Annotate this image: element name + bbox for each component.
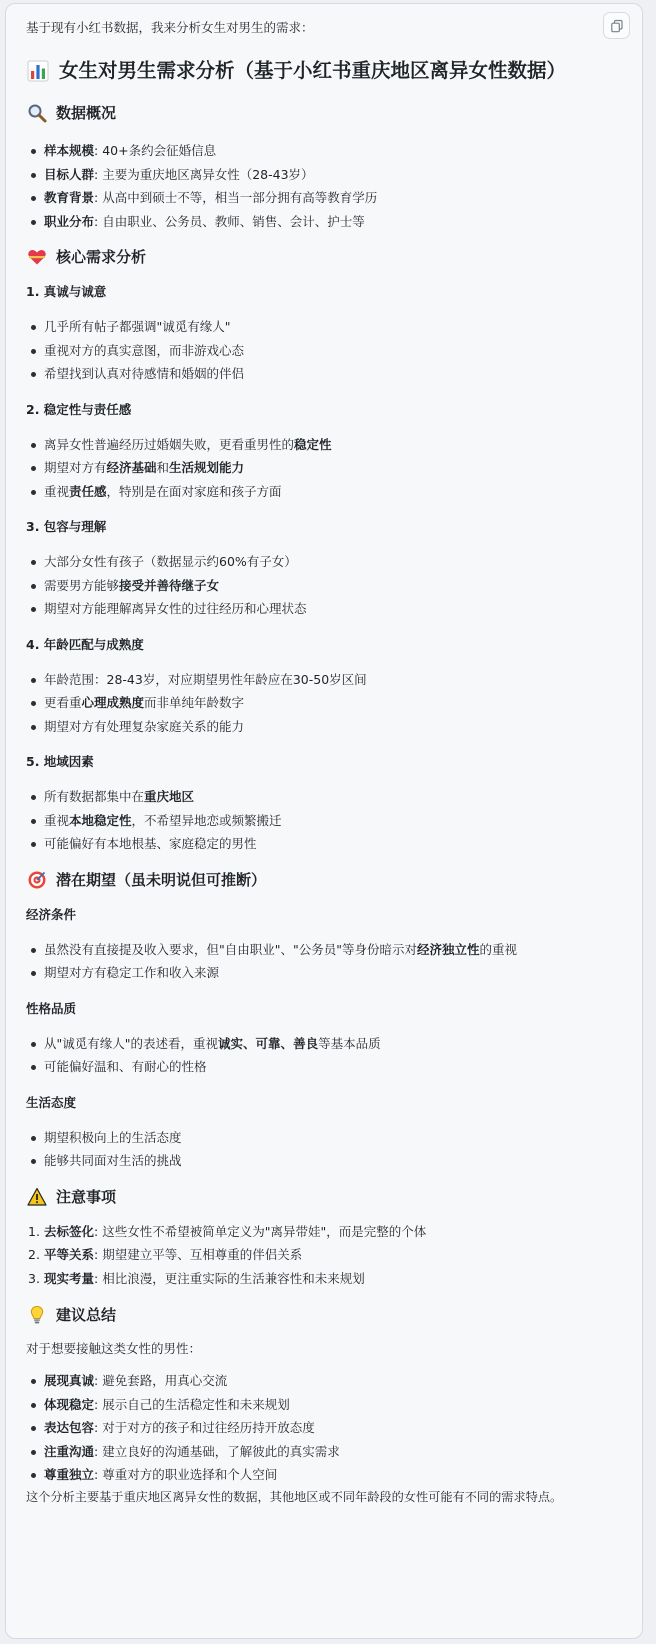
item-label: 表达包容 [44,1420,95,1435]
text: 所有数据都集中在 [44,789,145,804]
item-number: 3. [28,1270,40,1286]
title-text: 女生对男生需求分析（基于小红书重庆地区离异女性数据） [59,59,567,82]
heart-icon [26,246,48,268]
item-text: : 避免套路，用真心交流 [94,1373,228,1388]
sec5-list [26,785,622,856]
list-item: 大部分女性有孩子（数据显示约60%有子女） [26,550,622,574]
summary-heading [26,1304,622,1326]
list-item: 可能偏好有本地根基、家庭稳定的男性 [26,832,622,856]
text: 和 [156,460,170,475]
closing-note: 这个分析主要基于重庆地区离异女性的数据，其他地区或不同年龄段的女性可能有不同的需求特点。 [26,1489,563,1504]
bold-text: 本地稳定性 [69,812,132,828]
text: 期望对方有 [44,460,107,475]
item-text: : 建立良好的沟通基础，了解彼此的真实需求 [94,1443,340,1459]
notes-list [26,1220,622,1291]
item-text: : 40+条约会征婚信息 [94,143,217,158]
list-item: 几乎所有帖子都强调"诚觅有缘人" [26,315,622,339]
latent-heading [26,869,622,891]
list-item: 期望对方有处理复杂家庭关系的能力 [26,715,622,739]
bold-text: 重庆地区 [144,789,195,804]
section-title: 5. 地域因素 [26,754,94,769]
sec1-list [26,315,622,386]
core-heading [26,246,622,268]
list-item [26,1220,622,1244]
subsection-title: 性格品质 [26,1000,77,1016]
list-item [26,1440,622,1464]
text: 更看重 [44,695,82,710]
page-title [26,57,622,85]
list-item [26,1416,622,1440]
item-label: 尊重独立 [44,1467,95,1482]
message-card [5,3,643,1639]
list-item: 年龄范围：28-43岁，对应期望男性年龄应在30-50岁区间 [26,668,622,692]
character-list [26,1032,622,1079]
section-title: 1. 真诚与诚意 [26,284,107,299]
item-label: 教育背景 [44,190,95,205]
bold-text: 可靠 [255,1035,281,1051]
list-item: 期望对方有稳定工作和收入来源 [26,961,622,985]
list-item: 可能偏好温和、有耐心的性格 [26,1055,622,1079]
attitude-list [26,1126,622,1173]
item-label: 注重沟通 [44,1443,95,1459]
section-title: 4. 年龄匹配与成熟度 [26,636,144,652]
intro-text: 基于现有小红书数据，我来分析女生对男生的需求： [26,20,314,35]
item-label: 体现稳定 [44,1396,95,1412]
text: 离异女性普遍经历过婚姻失败，更看重男性的 [44,436,295,452]
text: ，特别是在面对家庭和孩子方面 [106,483,282,499]
latent-heading-text: 潜在期望（虽未明说但可推断） [56,870,267,889]
notes-heading-text: 注意事项 [56,1187,117,1206]
item-text: : 期望建立平等、互相尊重的伴侣关系 [94,1247,303,1262]
notes-heading [26,1186,622,1208]
text: 虽然没有直接提及收入要求，但"自由职业"、"公务员"等身份暗示对 [44,941,417,957]
item-label: 样本规模 [44,143,95,158]
list-item [26,1267,622,1291]
text: ，不希望异地恋或频繁搬迁 [131,812,282,828]
list-item [26,1032,622,1056]
bold-text: 心理成熟度 [81,695,145,710]
list-item: 重视对方的真实意图，而非游戏心态 [26,339,622,363]
overview-heading-text: 数据概况 [56,104,117,122]
item-label: 去标签化 [44,1223,95,1239]
copy-button[interactable] [603,12,630,39]
list-item: 期望积极向上的生活态度 [26,1126,622,1150]
summary-lead: 对于想要接触这类女性的男性： [26,1341,202,1356]
item-label: 现实考量 [44,1270,95,1286]
item-text: : 尊重对方的职业选择和个人空间 [94,1467,278,1482]
bold-text: 接受并善待继子女 [119,577,220,593]
bold-text: 诚实 [218,1035,244,1051]
lightbulb-icon [26,1304,48,1326]
item-text: : 自由职业、公务员、教师、销售、会计、护士等 [94,213,365,229]
list-item [26,163,622,187]
list-item [26,456,622,480]
list-item [26,433,622,457]
item-label: 展现真诚 [44,1373,95,1388]
item-text: : 这些女性不希望被简单定义为"离异带娃"，而是完整的个体 [94,1223,427,1239]
list-item [26,809,622,833]
section-title: 2. 稳定性与责任感 [26,401,132,417]
text: 的重视 [479,941,518,957]
text: 等基本品质 [318,1035,381,1051]
list-item [26,785,622,809]
bold-text: 经济独立性 [417,941,480,957]
copy-icon [610,19,624,33]
bold-text: 善良 [293,1035,319,1051]
item-number: 2. [28,1247,40,1262]
list-item [26,1393,622,1417]
subsection-title: 经济条件 [26,906,77,922]
text: 而非单纯年龄数字 [144,695,245,710]
item-label: 职业分布 [44,213,95,229]
text: 重视 [44,483,70,499]
bold-text: 责任感 [69,483,107,499]
text: 重视 [44,812,70,828]
list-item [26,691,622,715]
list-item [26,139,622,163]
list-item: 能够共同面对生活的挑战 [26,1149,622,1173]
list-item [26,210,622,234]
bold-text: 经济基础 [106,460,157,475]
subsection-title: 生活态度 [26,1094,77,1110]
list-item [26,480,622,504]
summary-list [26,1369,622,1487]
list-item [26,1369,622,1393]
bold-text: 、 [243,1035,256,1051]
bold-text: 生活规划能力 [169,460,245,475]
text: 从"诚觅有缘人"的表述看，重视 [44,1035,218,1051]
item-text: : 展示自己的生活稳定性和未来规划 [94,1396,290,1412]
overview-list [26,139,622,233]
item-text: : 从高中到硕士不等，相当一部分拥有高等教育学历 [94,190,378,205]
list-item: 期望对方能理解离异女性的过往经历和心理状态 [26,597,622,621]
warning-icon [26,1186,48,1208]
item-text: : 对于对方的孩子和过往经历持开放态度 [94,1420,315,1435]
section-title: 3. 包容与理解 [26,519,107,534]
list-item [26,1243,622,1267]
bar-chart-icon [26,59,50,83]
list-item [26,574,622,598]
list-item [26,1463,622,1487]
magnifier-icon [26,102,48,124]
list-item [26,186,622,210]
list-item: 希望找到认真对待感情和婚姻的伴侣 [26,362,622,386]
item-label: 目标人群 [44,166,95,182]
sec3-list [26,550,622,621]
econ-list [26,938,622,985]
item-text: : 相比浪漫，更注重实际的生活兼容性和未来规划 [94,1270,365,1286]
bold-text: 稳定性 [294,436,332,452]
text: 需要男方能够 [44,577,120,593]
summary-heading-text: 建议总结 [56,1306,117,1324]
item-number: 1. [28,1223,40,1239]
sec2-list [26,433,622,504]
list-item [26,938,622,962]
item-text: : 主要为重庆地区离异女性（28-43岁） [94,166,314,182]
target-icon [26,869,48,891]
sec4-list [26,668,622,739]
overview-heading [26,102,622,124]
item-label: 平等关系 [44,1247,95,1262]
bold-text: 、 [280,1035,294,1051]
core-heading-text: 核心需求分析 [56,248,147,266]
